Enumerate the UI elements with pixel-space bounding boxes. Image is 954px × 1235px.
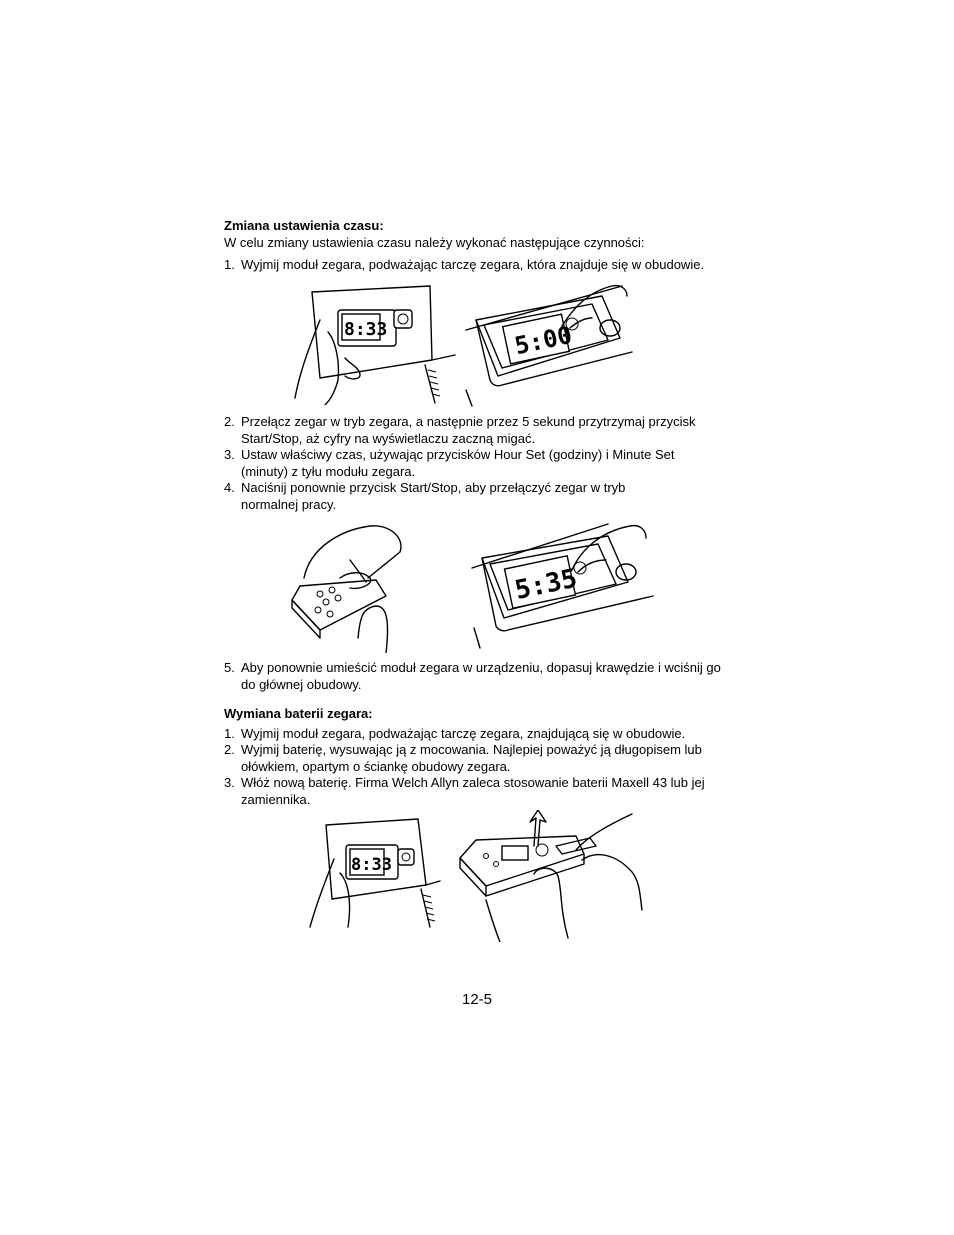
item-text: Wyjmij baterię, wysuwając ją z mocowania. Najlepiej poważyć ją długopisem lub	[241, 742, 702, 757]
item-number: 4.	[224, 480, 235, 495]
section-intro: W celu zmiany ustawienia czasu należy wykonać następujące czynności:	[224, 235, 645, 250]
figure-remove-module	[290, 280, 460, 405]
item-text: do głównej obudowy.	[241, 676, 362, 692]
figure-remove-module-2	[306, 815, 444, 930]
clock-display: 5:35	[512, 563, 580, 606]
section-heading-battery: Wymiana baterii zegara:	[224, 706, 373, 721]
section-heading-time: Zmiana ustawienia czasu:	[224, 218, 384, 233]
item-text: Wyjmij moduł zegara, podważając tarczę zegara, która znajduje się w obudowie.	[241, 257, 705, 272]
clock-display: 8:33	[344, 319, 388, 340]
item-text: Wyjmij moduł zegara, podważając tarczę zegara, znajdującą się w obudowie.	[241, 726, 686, 741]
item-text: Start/Stop, aż cyfry na wyświetlaczu zaczną migać.	[241, 430, 536, 446]
item-text: normalnej pracy.	[241, 496, 337, 512]
figure-battery-removal	[456, 810, 646, 942]
figure-clock-display	[462, 280, 640, 407]
item-number: 2.	[224, 414, 235, 429]
item-number: 1.	[224, 726, 235, 741]
item-text: Naciśnij ponownie przycisk Start/Stop, aby przełączyć zegar w tryb	[241, 480, 626, 495]
figure-set-buttons	[290, 518, 430, 653]
item-text: zamiennika.	[241, 791, 311, 807]
clock-display: 5:00	[512, 320, 575, 361]
item-text: Ustaw właściwy czas, używając przycisków Hour Set (godziny) i Minute Set	[241, 447, 675, 462]
item-number: 5.	[224, 660, 235, 675]
item-text: Przełącz zegar w tryb zegara, a następnie przez 5 sekund przytrzymaj przycisk	[241, 414, 696, 429]
item-text: (minuty) z tyłu modułu zegara.	[241, 463, 416, 479]
clock-display: 8:33	[351, 855, 392, 875]
item-text: Włóż nową baterię. Firma Welch Allyn zaleca stosowanie baterii Maxell 43 lub jej	[241, 775, 705, 790]
page-number: 12-5	[462, 991, 493, 1008]
item-number: 3.	[224, 775, 235, 790]
item-number: 3.	[224, 447, 235, 462]
item-text: ołówkiem, opartym o ściankę obudowy zegara.	[241, 758, 511, 774]
item-number: 2.	[224, 742, 235, 757]
item-number: 1.	[224, 257, 235, 272]
item-text: Aby ponownie umieścić moduł zegara w urządzeniu, dopasuj krawędzie i wciśnij go	[241, 660, 721, 675]
figure-clock-display-2	[468, 518, 658, 653]
